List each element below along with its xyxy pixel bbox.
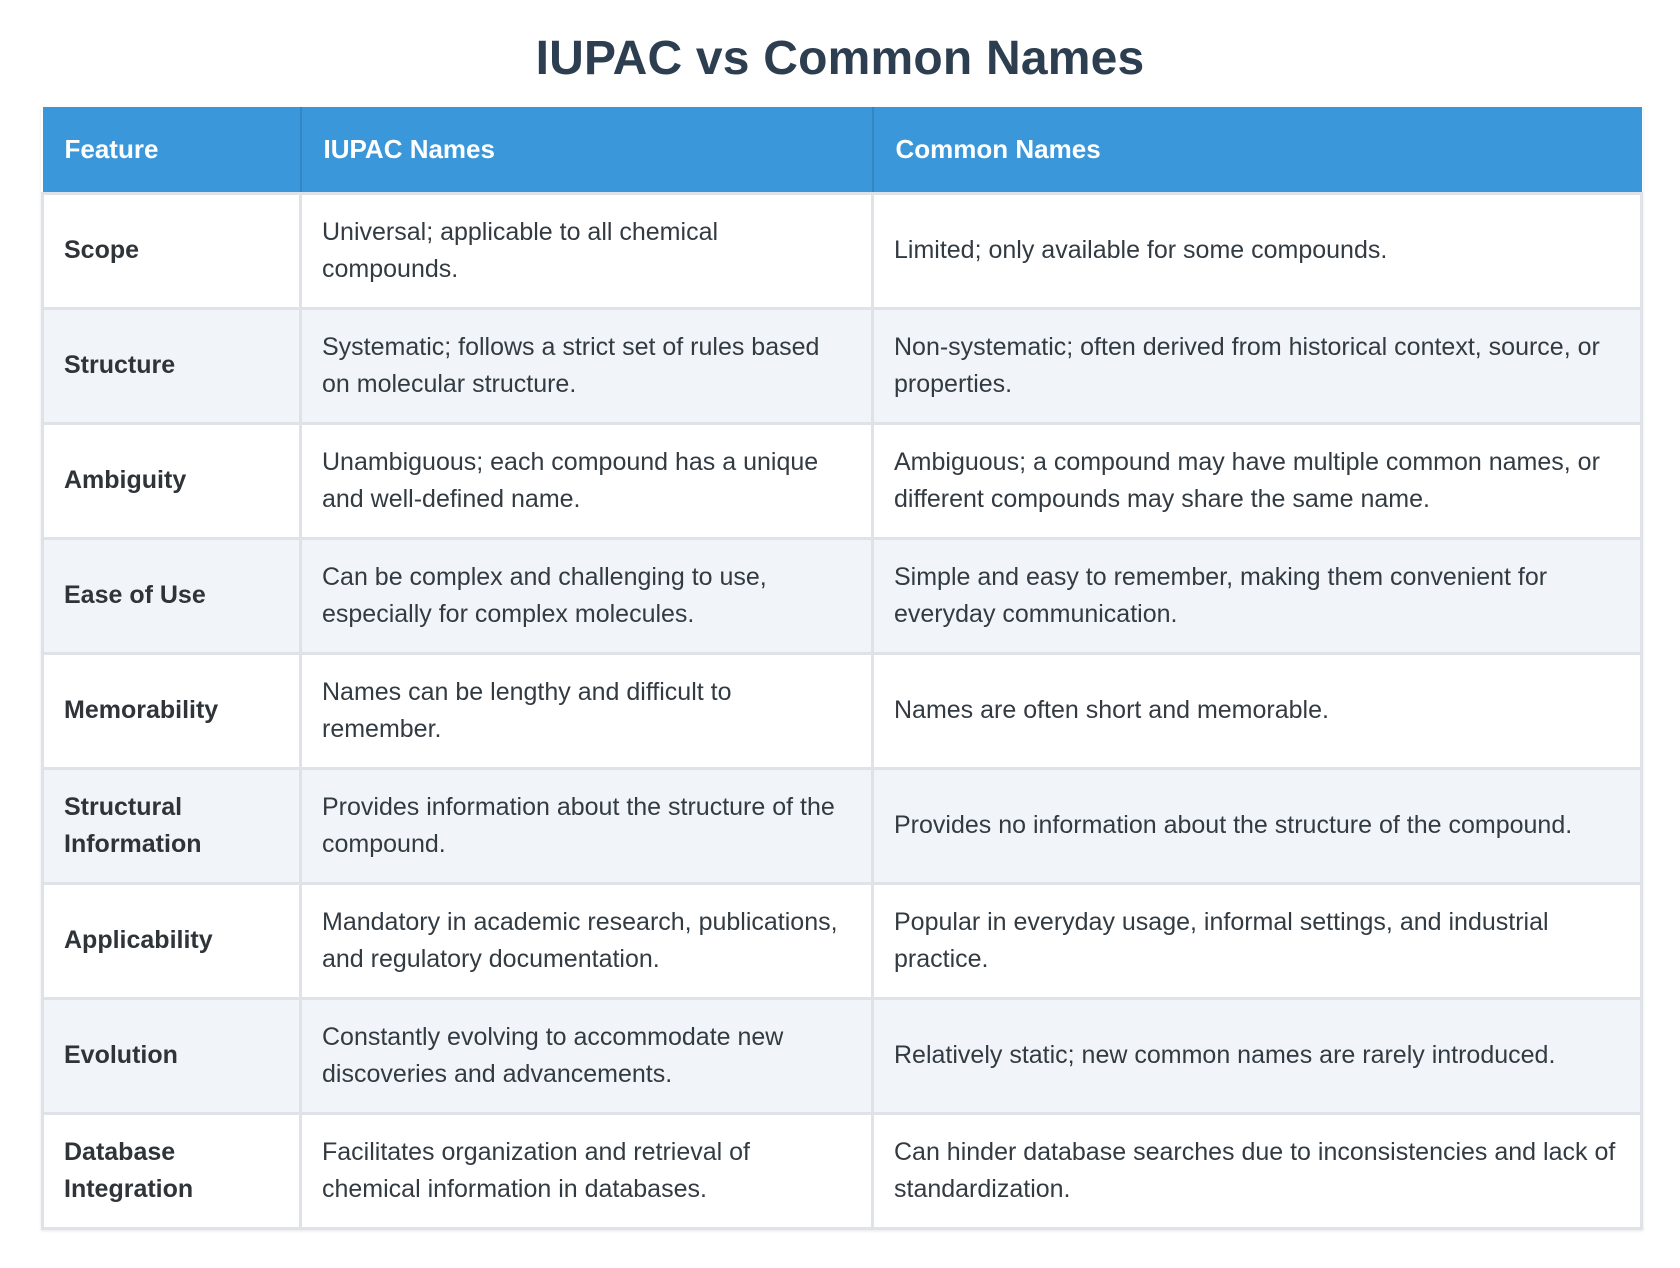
feature-cell: Scope <box>43 193 301 308</box>
feature-cell: Evolution <box>43 998 301 1113</box>
iupac-cell: Facilitates organization and retrieval of chemical information in databases. <box>301 1113 873 1228</box>
feature-cell: Ease of Use <box>43 538 301 653</box>
table-row <box>43 653 1642 768</box>
common-cell: Can hinder database searches due to inconsistencies and lack of standardization. <box>873 1113 1642 1228</box>
feature-cell: Database Integration <box>43 1113 301 1228</box>
iupac-cell: Mandatory in academic research, publications, and regulatory documentation. <box>301 883 873 998</box>
feature-cell: Structure <box>43 308 301 423</box>
common-cell: Names are often short and memorable. <box>873 653 1642 768</box>
table-row <box>43 538 1642 653</box>
feature-cell: Ambiguity <box>43 423 301 538</box>
column-header-feature: Feature <box>43 107 301 193</box>
feature-cell: Memorability <box>43 653 301 768</box>
table-body <box>43 193 1642 1228</box>
comparison-table <box>41 107 1643 1230</box>
iupac-cell: Systematic; follows a strict set of rules based on molecular structure. <box>301 308 873 423</box>
iupac-cell: Can be complex and challenging to use, especially for complex molecules. <box>301 538 873 653</box>
table-row <box>43 1113 1642 1228</box>
table-row <box>43 768 1642 883</box>
common-cell: Relatively static; new common names are rarely introduced. <box>873 998 1642 1113</box>
common-cell: Simple and easy to remember, making them convenient for everyday communication. <box>873 538 1642 653</box>
common-cell: Provides no information about the structure of the compound. <box>873 768 1642 883</box>
page-title: IUPAC vs Common Names <box>535 32 1145 85</box>
iupac-cell: Universal; applicable to all chemical compounds. <box>301 193 873 308</box>
common-cell: Limited; only available for some compounds. <box>873 193 1642 308</box>
table-row <box>43 998 1642 1113</box>
column-header-iupac: IUPAC Names <box>301 107 873 193</box>
common-cell: Popular in everyday usage, informal settings, and industrial practice. <box>873 883 1642 998</box>
table-row <box>43 193 1642 308</box>
common-cell: Non-systematic; often derived from historical context, source, or properties. <box>873 308 1642 423</box>
table-header <box>43 107 1642 193</box>
column-header-common: Common Names <box>873 107 1642 193</box>
table-row <box>43 423 1642 538</box>
feature-cell: Structural Information <box>43 768 301 883</box>
iupac-cell: Unambiguous; each compound has a unique and well-defined name. <box>301 423 873 538</box>
common-cell: Ambiguous; a compound may have multiple common names, or different compounds may share the same name. <box>873 423 1642 538</box>
iupac-cell: Names can be lengthy and difficult to remember. <box>301 653 873 768</box>
iupac-cell: Constantly evolving to accommodate new discoveries and advancements. <box>301 998 873 1113</box>
iupac-cell: Provides information about the structure of the compound. <box>301 768 873 883</box>
header-row <box>43 107 1642 193</box>
feature-cell: Applicability <box>43 883 301 998</box>
table-row <box>43 883 1642 998</box>
table-row <box>43 308 1642 423</box>
